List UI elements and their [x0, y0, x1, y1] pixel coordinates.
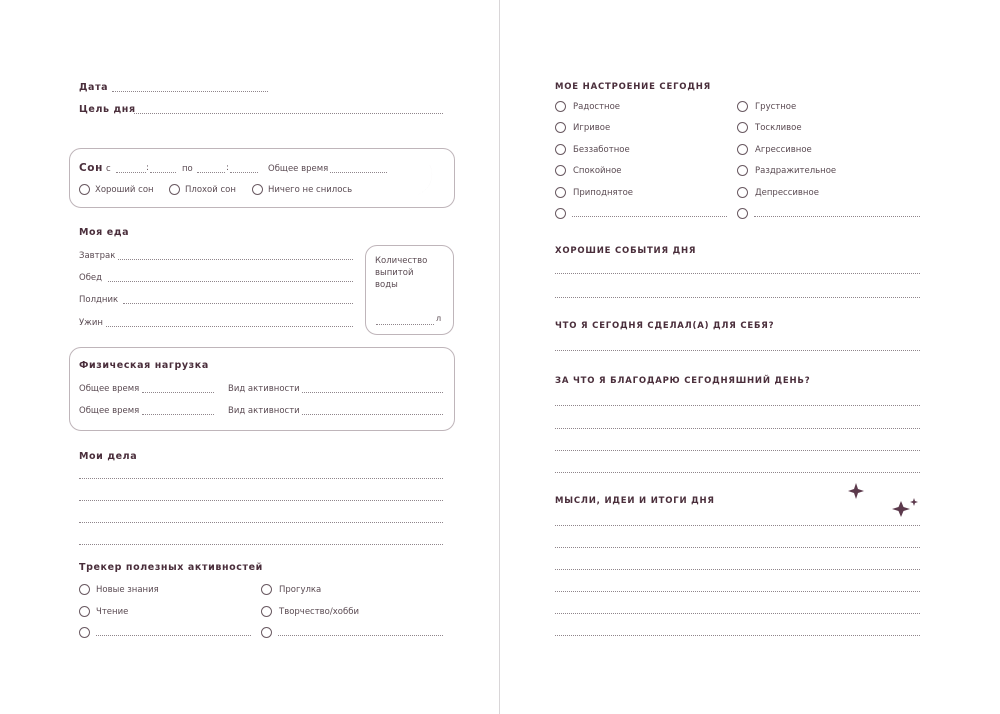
mood-playful-label: Игривое: [573, 123, 611, 133]
meal-breakfast-field[interactable]: [118, 259, 353, 260]
mood-calm-label: Спокойное: [573, 166, 622, 176]
activity-kind-field-2[interactable]: [302, 414, 443, 415]
mood-depressive-label: Депрессивное: [755, 188, 819, 198]
tracker-reading-checkbox[interactable]: [79, 606, 90, 617]
no-dreams-label: Ничего не снилось: [268, 185, 353, 195]
tracker-walk-checkbox[interactable]: [261, 584, 272, 595]
mood-sad-label: Грустное: [755, 102, 797, 112]
meal-lunch-field[interactable]: [108, 281, 353, 282]
tracker-knowledge-label: Новые знания: [96, 585, 159, 595]
food-title: Моя еда: [79, 227, 130, 238]
mood-melancholy-checkbox[interactable]: [737, 122, 748, 133]
tracker-knowledge-checkbox[interactable]: [79, 584, 90, 595]
tracker-title: Трекер полезных активностей: [79, 562, 263, 573]
thoughts-title: МЫСЛИ, ИДЕИ И ИТОГИ ДНЯ: [555, 496, 715, 506]
mood-custom-checkbox-1[interactable]: [555, 208, 566, 219]
gratitude-line[interactable]: [555, 405, 920, 406]
water-field[interactable]: [376, 324, 434, 325]
mood-melancholy-label: Тоскливое: [755, 123, 802, 133]
left-page: [0, 0, 499, 714]
meal-snack-label: Полдник: [79, 295, 119, 305]
mood-custom-checkbox-2[interactable]: [737, 208, 748, 219]
gratitude-line[interactable]: [555, 428, 920, 429]
mood-irritable-label: Раздражительное: [755, 166, 837, 176]
sleep-total-label: Общее время: [268, 164, 329, 174]
sleep-to-label: по: [182, 164, 193, 174]
mood-depressive-checkbox[interactable]: [737, 187, 748, 198]
mood-elevated-label: Приподнятое: [573, 188, 633, 198]
gratitude-title: ЗА ЧТО Я БЛАГОДАРЮ СЕГОДНЯШНИЙ ДЕНЬ?: [555, 376, 811, 386]
good-sleep-checkbox[interactable]: [79, 184, 90, 195]
todo-title: Мои дела: [79, 451, 138, 462]
sparkle-icon: [846, 481, 924, 521]
mood-joyful-label: Радостное: [573, 102, 621, 112]
thoughts-line[interactable]: [555, 613, 920, 614]
meal-snack-field[interactable]: [123, 303, 353, 304]
activity-total-field-1[interactable]: [142, 392, 214, 393]
activity-kind-field-1[interactable]: [302, 392, 443, 393]
thoughts-line[interactable]: [555, 635, 920, 636]
good-events-line[interactable]: [555, 273, 920, 274]
activity-title: Физическая нагрузка: [79, 360, 209, 371]
meal-breakfast-label: Завтрак: [79, 251, 116, 261]
activity-total-field-2[interactable]: [142, 414, 214, 415]
mood-irritable-checkbox[interactable]: [737, 165, 748, 176]
mood-aggressive-checkbox[interactable]: [737, 144, 748, 155]
sleep-title: Сон: [79, 162, 103, 174]
mood-joyful-checkbox[interactable]: [555, 101, 566, 112]
tracker-custom-checkbox-1[interactable]: [79, 627, 90, 638]
sleep-from-label: с: [106, 164, 111, 174]
bad-sleep-label: Плохой сон: [185, 185, 236, 195]
goal-field[interactable]: [134, 113, 443, 114]
thoughts-line[interactable]: [555, 569, 920, 570]
mood-playful-checkbox[interactable]: [555, 122, 566, 133]
date-label: Дата: [79, 82, 109, 93]
water-label: Количество выпитой воды: [375, 256, 428, 290]
activity-total-label-1: Общее время: [79, 384, 140, 394]
mood-carefree-label: Беззаботное: [573, 145, 630, 155]
todo-line[interactable]: [79, 522, 443, 523]
meal-lunch-label: Обед: [79, 273, 103, 283]
mood-aggressive-label: Агрессивное: [755, 145, 812, 155]
thoughts-line[interactable]: [555, 525, 920, 526]
date-field[interactable]: [112, 91, 268, 92]
tracker-hobby-label: Творчество/хобби: [279, 607, 359, 617]
mood-carefree-checkbox[interactable]: [555, 144, 566, 155]
activity-total-label-2: Общее время: [79, 406, 140, 416]
sleep-from-colon: :: [146, 163, 149, 173]
good-events-line[interactable]: [555, 297, 920, 298]
sleep-from-minutes[interactable]: [150, 172, 176, 173]
mood-custom-field-1[interactable]: [572, 216, 727, 217]
for-self-line[interactable]: [555, 350, 920, 351]
good-events-title: ХОРОШИЕ СОБЫТИЯ ДНЯ: [555, 246, 697, 256]
tracker-custom-field-1[interactable]: [96, 635, 251, 636]
mood-title: МОЕ НАСТРОЕНИЕ СЕГОДНЯ: [555, 82, 711, 92]
gratitude-line[interactable]: [555, 450, 920, 451]
sleep-to-colon: :: [226, 163, 229, 173]
crescent-moon-icon: [394, 155, 438, 199]
right-page: [500, 0, 1000, 714]
no-dreams-checkbox[interactable]: [252, 184, 263, 195]
good-sleep-label: Хороший сон: [95, 185, 154, 195]
tracker-custom-checkbox-2[interactable]: [261, 627, 272, 638]
tracker-custom-field-2[interactable]: [278, 635, 443, 636]
sleep-to-minutes[interactable]: [230, 172, 258, 173]
mood-elevated-checkbox[interactable]: [555, 187, 566, 198]
tracker-walk-label: Прогулка: [279, 585, 322, 595]
todo-line[interactable]: [79, 500, 443, 501]
sleep-total-field[interactable]: [330, 172, 387, 173]
activity-kind-label-1: Вид активности: [228, 384, 300, 394]
mood-sad-checkbox[interactable]: [737, 101, 748, 112]
tracker-hobby-checkbox[interactable]: [261, 606, 272, 617]
sleep-from-hours[interactable]: [116, 172, 146, 173]
bad-sleep-checkbox[interactable]: [169, 184, 180, 195]
gratitude-line[interactable]: [555, 472, 920, 473]
sleep-to-hours[interactable]: [197, 172, 225, 173]
for-self-title: ЧТО Я СЕГОДНЯ СДЕЛАЛ(А) ДЛЯ СЕБЯ?: [555, 321, 775, 331]
meal-dinner-label: Ужин: [79, 318, 103, 328]
water-unit: л: [436, 314, 442, 323]
todo-line[interactable]: [79, 544, 443, 545]
activity-kind-label-2: Вид активности: [228, 406, 300, 416]
thoughts-line[interactable]: [555, 547, 920, 548]
tracker-reading-label: Чтение: [96, 607, 129, 617]
meal-dinner-field[interactable]: [106, 326, 353, 327]
thoughts-line[interactable]: [555, 591, 920, 592]
todo-line[interactable]: [79, 478, 443, 479]
goal-label: Цель дня: [79, 104, 136, 115]
mood-calm-checkbox[interactable]: [555, 165, 566, 176]
mood-custom-field-2[interactable]: [754, 216, 920, 217]
